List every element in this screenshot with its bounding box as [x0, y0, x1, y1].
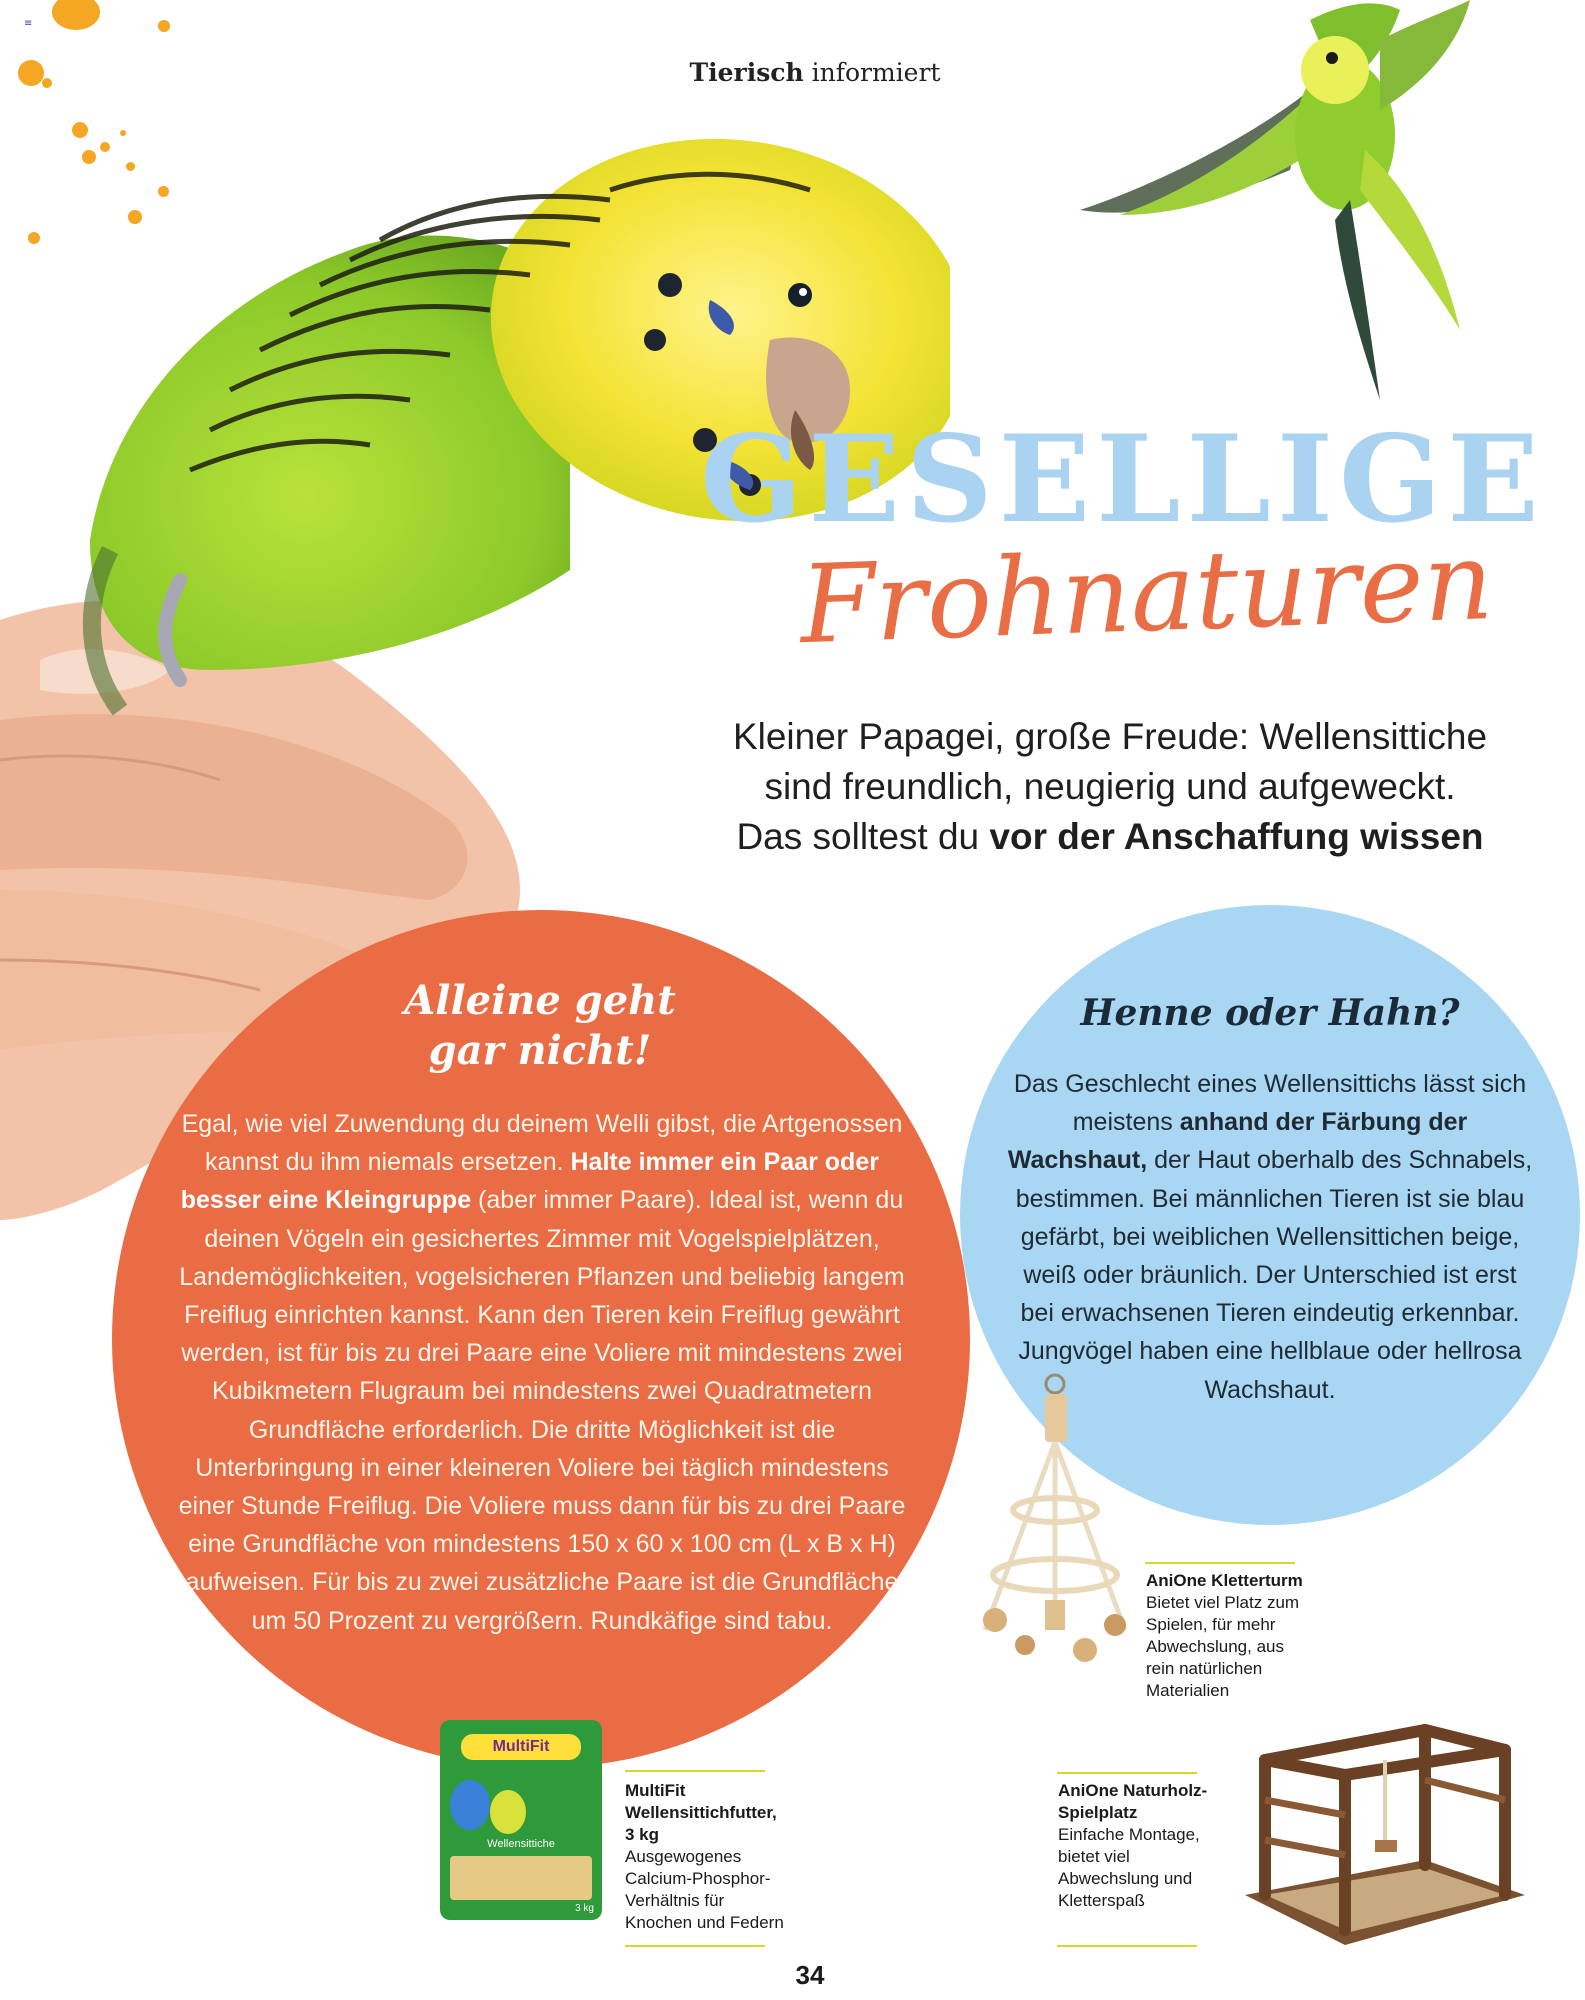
product-playground-title: AniOne Naturholz-Spielplatz: [1058, 1781, 1208, 1822]
product-rule: [1057, 1945, 1197, 1947]
orange-box-text: [172, 1105, 912, 1640]
blue-box-text: [1005, 1065, 1535, 1409]
page-number: 34: [795, 1960, 825, 1990]
blue-box-text-bold: anhand der Färbung der Wachshaut,: [1007, 1108, 1468, 1175]
intro-line-1: Kleiner Papagei, große Freude: Wellensittiche: [732, 716, 1488, 757]
orange-box-text-part-1: Egal, wie viel Zuwendung du deinem Welli gibst, die Artgenossen kannst du ihm niemals ersetzen.: [181, 1110, 903, 1177]
product-rule: [625, 1945, 765, 1947]
intro-text: [700, 712, 1520, 862]
climbing-tower-image: [965, 1370, 1145, 1700]
product-playground: [1058, 1780, 1233, 1912]
intro-line-3-bold: vor der Anschaffung wissen: [989, 816, 1484, 857]
section-label-regular: informiert: [811, 58, 941, 87]
orange-box-title-line-2: gar nicht!: [428, 1027, 652, 1074]
corner-mark: ≡: [24, 18, 33, 29]
wooden-playground-image: [1235, 1720, 1535, 1955]
product-rule: [1057, 1772, 1197, 1774]
intro-line-2: sind freundlich, neugierig und aufgeweckt.: [764, 766, 1456, 807]
product-food-title: MultiFit Wellensittichfutter, 3 kg: [625, 1781, 777, 1844]
package-weight: 3 kg: [575, 1903, 594, 1914]
intro-line-3: [700, 812, 1520, 862]
package-budgie-blue: [450, 1780, 490, 1830]
product-climbing-tower-title: AniOne Kletterturm: [1146, 1571, 1303, 1590]
headline-line-2: Frohnaturen: [798, 519, 1496, 669]
product-food: [625, 1780, 790, 1934]
flying-budgie-illustration: [1080, 0, 1500, 420]
product-climbing-tower: [1146, 1570, 1316, 1702]
package-budgie-green: [490, 1790, 526, 1834]
product-rule: [1145, 1562, 1295, 1564]
package-brand: MultiFit: [461, 1734, 581, 1760]
orange-box-title: [330, 976, 750, 1076]
orange-box-text-part-2: (aber immer Paare). Ideal ist, wenn du deinen Vögeln ein gesichertes Zimmer mit Vogelspielplätzen, Landemöglichkeiten, vogelsicheren Pflanzen und beliebig langem Freiflug einrichten kannst. Kann den Tieren kein Freiflug gewährt werden, ist für bis zu drei Paare eine Voliere mit mindestens zwei Kubikmetern Flugraum bei mindestens zwei Quadratmetern Grundfläche erforderlich. Die dritte Möglichkeit ist die Unterbringung in einer kleineren Voliere bei täglich mindestens einer Stunde Freiflug. Die Voliere muss dann für bis zu drei Paare eine Grundfläche von mindestens 150 x 60 x 100 cm (L x B x H) aufweisen. Für bis zu zwei zusätzliche Paare ist die Grundfläche um 50 Prozent zu vergrößern. Rundkäfige sind tabu.: [178, 1186, 906, 1635]
food-package-image: [440, 1720, 602, 1920]
product-rule: [625, 1770, 765, 1772]
blue-box-text-part-1: Das Geschlecht eines Wellensittichs lässt sich meistens: [1013, 1070, 1527, 1137]
orange-box-text-bold: Halte immer ein Paar oder besser eine Kleingruppe: [180, 1148, 879, 1215]
product-food-description: Ausgewogenes Calcium-Phosphor-Verhältnis für Knochen und Federn: [625, 1847, 784, 1932]
orange-box-title-line-1: Alleine geht: [404, 977, 676, 1024]
package-seeds: [450, 1856, 592, 1900]
product-playground-description: Einfache Montage, bietet viel Abwechslung und Kletterspaß: [1058, 1825, 1200, 1910]
section-label-bold: Tierisch: [689, 58, 804, 87]
package-label: Wellensittiche: [487, 1838, 555, 1850]
product-climbing-tower-description: Bietet viel Platz zum Spielen, für mehr Abwechslung, aus rein natürlichen Materialien: [1146, 1593, 1300, 1700]
headline-line-1: GESELLIGE: [700, 409, 1545, 550]
intro-line-3-regular: Das solltest du: [736, 816, 990, 857]
blue-box-text-part-2: der Haut oberhalb des Schnabels, bestimmen. Bei männlichen Tieren ist sie blau gefärbt, bei weiblichen Wellensittichen beige, weiß oder bräunlich. Der Unterschied ist erst bei erwachsenen Tieren eindeutig erkennbar. Jungvögel haben eine hellblaue oder hellrosa Wachshaut.: [1015, 1146, 1533, 1404]
blue-box-title: Henne oder Hahn?: [1080, 992, 1460, 1034]
